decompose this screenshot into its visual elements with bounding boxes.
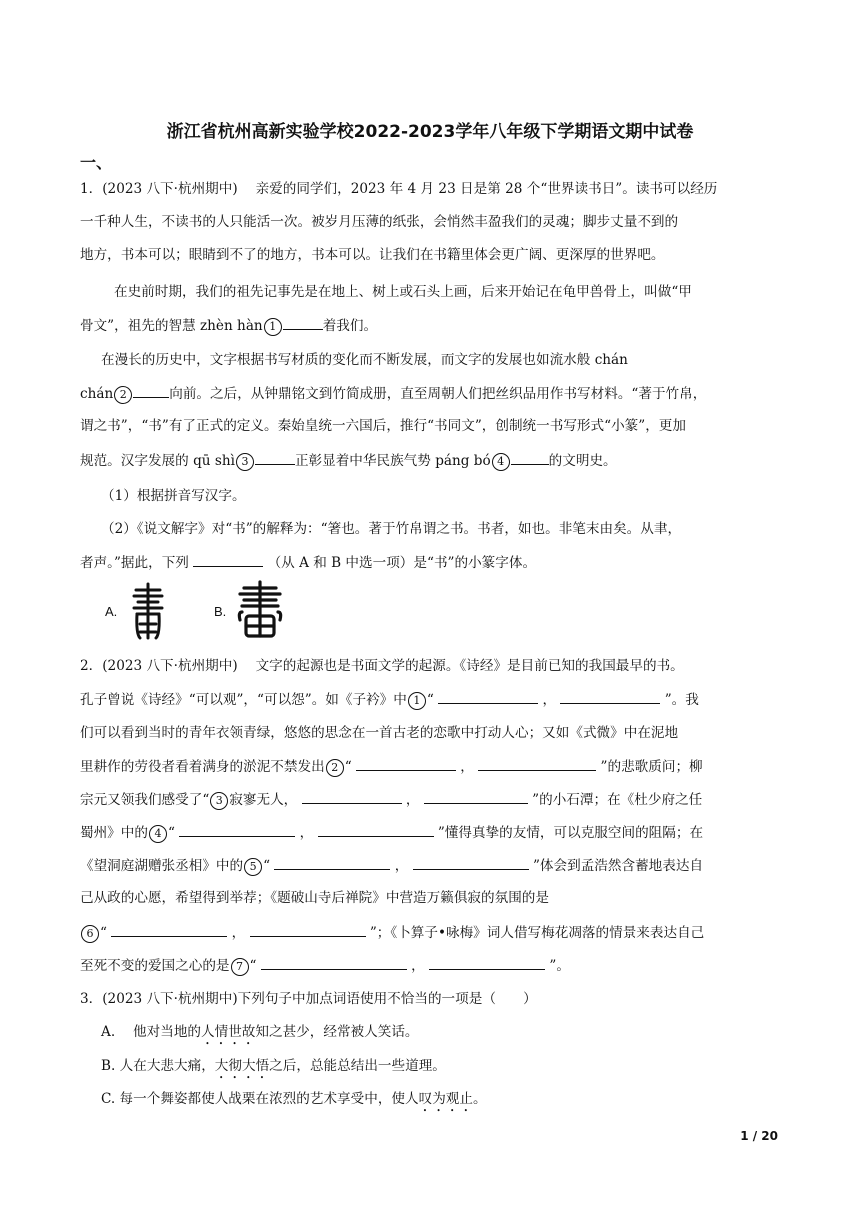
answer-blank[interactable] — [511, 450, 549, 465]
answer-blank[interactable] — [193, 552, 263, 567]
q3-option-c[interactable] — [101, 1089, 487, 1115]
answer-blank[interactable] — [274, 855, 390, 870]
dotted-phrase: 人情世故 — [201, 1024, 256, 1040]
q1-line: 1．(2023 八下·杭州期中) 亲爱的同学们，2023 年 4 月 23 日是第 28 个“世界读书日”。读书可以经历 — [80, 181, 718, 197]
answer-blank[interactable] — [424, 789, 528, 804]
document-title: 浙江省杭州高新实验学校2022-2023学年八年级下学期语文期中试卷 — [166, 122, 694, 142]
q2-text: ”的悲歌质问；柳 — [600, 759, 703, 775]
circled-number: 2 — [114, 386, 132, 404]
q1-text: 的文明史。 — [548, 453, 617, 469]
circled-number: 1 — [408, 692, 426, 710]
answer-blank[interactable] — [255, 450, 295, 465]
q2-text: ”。我 — [664, 692, 699, 708]
option-a-label: A. — [105, 604, 118, 619]
circled-number: 4 — [149, 825, 167, 843]
sub-question-1: （1）根据拼音写汉字。 — [101, 488, 246, 504]
option-text: 之后，总能总结出一些道理。 — [269, 1058, 446, 1074]
page-number: 1 / 20 — [740, 1129, 778, 1143]
circled-number: 2 — [326, 759, 344, 777]
q1-line — [80, 552, 536, 573]
sub-question-2: （2）《说文解字》对“书”的解释为：“箸也。著于竹帛谓之书。书者，如也。非笔末由矣。从聿， — [101, 521, 682, 537]
option-text: A. 他对当地的 — [101, 1024, 202, 1040]
q2-line: 宗元又领我们感受了“ 3 寂寥无人， ， ”的小石潭；在《杜少府之任 — [80, 789, 702, 810]
q1-line — [80, 383, 706, 404]
q2-text: 里耕作的劳役者看着满身的淤泥不禁发出 — [80, 759, 325, 775]
answer-blank[interactable] — [283, 315, 323, 330]
q1-line: 地方，书本可以；眼睛到不了的地方，书本可以。让我们在书籍里体会更广阔、更深厚的世界吧。 — [80, 247, 665, 263]
seal-character-b-image[interactable] — [236, 580, 284, 640]
q1-line — [80, 450, 617, 471]
q2-text: ”。 — [549, 958, 570, 974]
seal-script-options — [100, 578, 300, 644]
q2-line: 孔子曾说《诗经》“可以观”，“可以怨”。如《子衿》中 1 “ ， ”。我 — [80, 689, 699, 710]
q2-line: 2．(2023 八下·杭州期中) 文字的起源也是书面文学的起源。《诗经》是目前已知的我国最早的书。 — [80, 658, 684, 674]
answer-blank[interactable] — [413, 855, 529, 870]
q2-text: 寂寥无人， — [229, 792, 298, 808]
circled-number: 1 — [264, 318, 282, 336]
q1-text: （从 A 和 B 中选一项）是“书”的小篆字体。 — [267, 555, 537, 571]
q2-text: 宗元又领我们感受了“ — [80, 792, 210, 808]
answer-blank[interactable] — [429, 955, 545, 970]
answer-blank[interactable] — [179, 822, 295, 837]
q2-text: 至死不变的爱国之心的是 — [80, 958, 230, 974]
q2-line: 们可以看到当时的青年衣领青绿，悠悠的思念在一首古老的恋歌中打动人心；又如《式微》中在泥地 — [80, 725, 679, 741]
seal-character-a-image[interactable] — [128, 582, 168, 642]
answer-blank[interactable] — [133, 383, 169, 398]
q3-stem: 3．(2023 八下·杭州期中)下列句子中加点词语使用不恰当的一项是（ ） — [80, 991, 537, 1007]
circled-number: 7 — [231, 958, 249, 976]
answer-blank[interactable] — [261, 955, 407, 970]
option-text: 。 — [473, 1091, 487, 1107]
q1-line: 在史前时期，我们的祖先记事先是在地上、树上或石头上画，后来开始记在龟甲兽骨上，叫做“甲 — [114, 284, 692, 300]
answer-blank[interactable] — [356, 756, 456, 771]
answer-blank[interactable] — [560, 689, 660, 704]
section-heading: 一、 — [80, 153, 113, 172]
dotted-phrase: 叹为观止 — [418, 1091, 473, 1107]
option-text: C. 每一个舞姿都使人战栗在浓烈的艺术享受中，使人 — [101, 1091, 419, 1107]
q1-text: 规范。汉字发展的 qū shì — [80, 453, 235, 469]
answer-blank[interactable] — [250, 922, 366, 937]
option-text: 知之甚少，经常被人笑话。 — [255, 1024, 419, 1040]
answer-blank[interactable] — [478, 756, 596, 771]
q2-text: ”的小石潭；在《杜少府之任 — [532, 792, 703, 808]
answer-blank[interactable] — [111, 922, 227, 937]
q1-text: 向前。之后，从钟鼎铭文到竹简成册，直至周朝人们把丝织品用作书写材料。“著于竹帛， — [169, 386, 707, 402]
q1-line — [80, 315, 377, 336]
q2-text: 蜀州》中的 — [80, 825, 148, 841]
q2-line: 蜀州》中的 4 “ ， ”懂得真挚的友情，可以克服空间的阻隔；在 — [80, 822, 703, 843]
q1-line: 谓之书”，“书”有了正式的定义。秦始皇统一六国后，推行“书同文”，创制统一书写形式“小篆”，更加 — [80, 418, 686, 434]
circled-number: 4 — [492, 453, 510, 471]
q2-line: 己从政的心愿，希望得到举荐；《题破山寺后禅院》中营造万籁俱寂的氛围的是 — [80, 890, 549, 906]
q1-text: 着我们。 — [322, 318, 378, 334]
dotted-phrase: 大彻大悟 — [214, 1058, 270, 1074]
q3-option-b[interactable] — [101, 1056, 446, 1082]
circled-number: 3 — [236, 453, 254, 471]
answer-blank[interactable] — [302, 789, 402, 804]
circled-number: 3 — [210, 792, 228, 810]
q2-text: 孔子曾说《诗经》“可以观”，“可以怨”。如《子衿》中 — [80, 692, 407, 708]
circled-number: 5 — [244, 858, 262, 876]
option-b-label: B. — [214, 604, 227, 619]
q1-line: 在漫长的历史中，文字根据书写材质的变化而不断发展，而文字的发展也如流水般 chán — [101, 352, 628, 368]
q1-text: 正彰显着中华民族气势 páng bó — [294, 453, 491, 469]
q1-text: 骨文”，祖先的智慧 zhèn hàn — [80, 318, 263, 334]
q2-text: ”；《卜算子•咏梅》词人借写梅花凋落的情景来表达自己 — [369, 925, 705, 941]
q1-text: 者声。”据此，下列 — [80, 555, 189, 571]
q2-line: 至死不变的爱国之心的是 7 “ ， ”。 — [80, 955, 570, 976]
q2-line: 里耕作的劳役者看着满身的淤泥不禁发出 2 “ ， ”的悲歌质问；柳 — [80, 756, 703, 777]
answer-blank[interactable] — [318, 822, 434, 837]
q2-text: ”懂得真挚的友情，可以克服空间的阻隔；在 — [437, 825, 704, 841]
q1-text: chán — [80, 386, 114, 402]
circled-number: 6 — [81, 925, 99, 943]
q2-line: 《望洞庭湖赠张丞相》中的 5 “ ， ”体会到孟浩然含蓄地表达自 — [80, 855, 703, 876]
q2-line: 6 “ ， ”；《卜算子•咏梅》词人借写梅花凋落的情景来表达自己 — [80, 922, 704, 943]
q3-option-a[interactable] — [101, 1022, 419, 1048]
q2-text: ”体会到孟浩然含蓄地表达自 — [532, 858, 704, 874]
q1-line: 一千种人生，不读书的人只能活一次。被岁月压薄的纸张，会悄然丰盈我们的灵魂；脚步丈量不到的 — [80, 214, 679, 230]
q2-text: 《望洞庭湖赠张丞相》中的 — [80, 858, 244, 874]
option-text: B. 人在大悲大痛， — [101, 1058, 215, 1074]
answer-blank[interactable] — [438, 689, 538, 704]
